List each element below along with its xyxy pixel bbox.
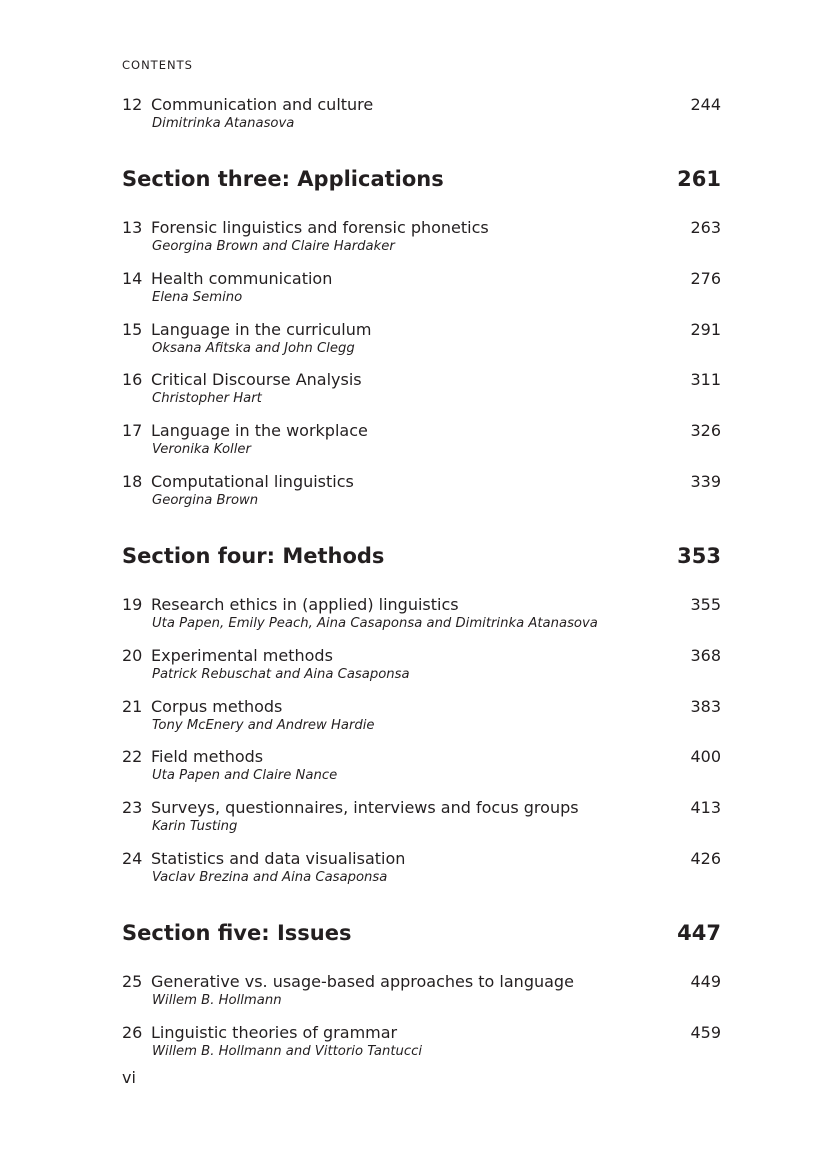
chapter-author: Dimitrinka Atanasova — [152, 116, 295, 131]
chapter-number: 16 — [122, 370, 143, 390]
chapter-author: Christopher Hart — [152, 391, 262, 407]
chapter-entry — [122, 217, 721, 261]
chapter-number: 23 — [122, 798, 143, 818]
chapter-title: Language in the curriculum — [151, 319, 372, 339]
chapter-title: Statistics and data visualisation — [151, 848, 406, 868]
chapter-title: Forensic linguistics and forensic phonetics — [151, 218, 489, 237]
chapter-entry — [122, 420, 721, 464]
chapter-author: Willem B. Hollmann — [152, 992, 282, 1008]
chapter-title: Research ethics in (applied) linguistics — [151, 594, 459, 614]
chapter-page-number: 368 — [690, 645, 721, 665]
section-page-number: 261 — [677, 167, 721, 191]
chapter-page-number: 244 — [690, 95, 721, 114]
chapter-title: Field methods — [151, 747, 264, 767]
section-title: Section three: Applications — [122, 167, 444, 191]
chapter-page-number: 339 — [690, 471, 721, 491]
chapter-number: 20 — [122, 645, 143, 665]
chapter-entry — [122, 971, 721, 1015]
section-title: Section four: Methods — [122, 543, 385, 568]
chapter-page-number: 413 — [690, 798, 721, 818]
chapter-number: 19 — [122, 594, 143, 614]
chapter-number: 12 — [122, 95, 143, 114]
toc-list — [122, 94, 721, 1073]
chapter-number: 14 — [122, 268, 143, 288]
chapter-number: 17 — [122, 421, 143, 441]
chapter-number: 21 — [122, 696, 143, 716]
chapter-title: Language in the workplace — [151, 421, 368, 441]
chapter-author: Uta Papen and Claire Nance — [152, 768, 338, 784]
chapter-entry — [122, 594, 721, 638]
chapter-page-number: 400 — [690, 747, 721, 767]
chapter-title: Experimental methods — [151, 645, 333, 665]
chapter-page-number: 426 — [690, 848, 721, 868]
chapter-author: Vaclav Brezina and Aina Casaponsa — [152, 869, 388, 885]
chapter-number: 26 — [122, 1022, 143, 1042]
chapter-page-number: 291 — [690, 319, 721, 339]
running-head: CONTENTS — [122, 58, 193, 72]
chapter-author: Uta Papen, Emily Peach, Aina Casaponsa and Dimitrinka Atanasova — [152, 615, 598, 631]
chapter-page-number: 383 — [690, 696, 721, 716]
section-heading — [122, 161, 721, 205]
chapter-author: Georgina Brown and Claire Hardaker — [152, 239, 395, 254]
chapter-entry — [122, 645, 721, 689]
chapter-number: 13 — [122, 218, 143, 237]
chapter-entry — [122, 746, 721, 790]
chapter-entry — [122, 268, 721, 312]
section-heading — [122, 538, 721, 582]
chapter-page-number: 276 — [690, 268, 721, 288]
chapter-title: Health communication — [151, 268, 333, 288]
chapter-title: Linguistic theories of grammar — [151, 1022, 398, 1042]
page-folio: vi — [122, 1068, 136, 1087]
section-page-number: 353 — [677, 543, 721, 568]
chapter-author: Willem B. Hollmann and Vittorio Tantucci — [152, 1043, 423, 1059]
chapter-entry — [122, 319, 721, 363]
chapter-author: Veronika Koller — [152, 442, 251, 458]
chapter-author: Karin Tusting — [152, 819, 238, 835]
chapter-author: Elena Semino — [152, 289, 243, 305]
chapter-title: Generative vs. usage-based approaches to language — [151, 971, 574, 991]
chapter-title: Corpus methods — [151, 696, 283, 716]
chapter-number: 18 — [122, 471, 143, 491]
chapter-entry — [122, 848, 721, 892]
chapter-entry — [122, 471, 721, 515]
chapter-entry — [122, 94, 721, 138]
chapter-title: Computational linguistics — [151, 471, 354, 491]
chapter-page-number: 449 — [690, 971, 721, 991]
contents-page — [122, 0, 721, 1163]
chapter-number: 24 — [122, 848, 143, 868]
chapter-entry — [122, 696, 721, 740]
chapter-page-number: 326 — [690, 421, 721, 441]
chapter-page-number: 355 — [690, 594, 721, 614]
section-title: Section five: Issues — [122, 920, 352, 945]
section-heading — [122, 915, 721, 959]
chapter-title: Surveys, questionnaires, interviews and focus groups — [151, 798, 579, 818]
chapter-author: Georgina Brown — [152, 492, 259, 508]
chapter-author: Oksana Afitska and John Clegg — [152, 340, 355, 356]
chapter-title: Communication and culture — [151, 95, 374, 114]
chapter-number: 22 — [122, 747, 143, 767]
chapter-number: 15 — [122, 319, 143, 339]
chapter-page-number: 459 — [690, 1022, 721, 1042]
chapter-page-number: 263 — [690, 218, 721, 237]
chapter-entry — [122, 1022, 721, 1066]
chapter-title: Critical Discourse Analysis — [151, 370, 362, 390]
chapter-entry — [122, 369, 721, 413]
chapter-author: Patrick Rebuschat and Aina Casaponsa — [152, 666, 410, 682]
section-page-number: 447 — [677, 920, 721, 945]
chapter-number: 25 — [122, 971, 143, 991]
chapter-author: Tony McEnery and Andrew Hardie — [152, 717, 375, 733]
chapter-entry — [122, 797, 721, 841]
chapter-page-number: 311 — [690, 370, 721, 390]
